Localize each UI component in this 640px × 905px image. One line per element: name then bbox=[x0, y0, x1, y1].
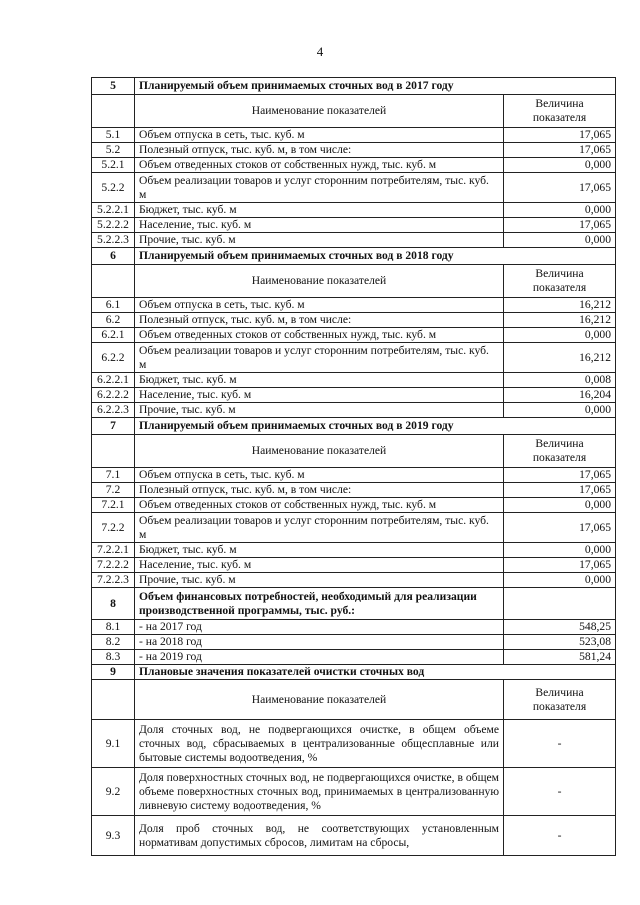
row-value: 17,065 bbox=[504, 483, 616, 498]
table-row bbox=[92, 403, 616, 418]
row-name: Объем отведенных стоков от собственных нужд, тыс. куб. м bbox=[135, 328, 504, 343]
production-program-table bbox=[91, 77, 616, 856]
row-name: Прочие, тыс. куб. м bbox=[135, 573, 504, 588]
row-value: 0,000 bbox=[504, 158, 616, 173]
row-value: 0,000 bbox=[504, 403, 616, 418]
header-number-cell bbox=[92, 265, 135, 298]
header-name: Наименование показателей bbox=[135, 95, 504, 128]
row-value: 16,204 bbox=[504, 388, 616, 403]
section-number: 7 bbox=[92, 418, 135, 435]
row-name: Полезный отпуск, тыс. куб. м, в том числе: bbox=[135, 143, 504, 158]
row-value: 0,000 bbox=[504, 328, 616, 343]
section-value-cell bbox=[504, 588, 616, 620]
row-name: Бюджет, тыс. куб. м bbox=[135, 543, 504, 558]
table-row bbox=[92, 203, 616, 218]
table-row bbox=[92, 128, 616, 143]
row-value: 0,000 bbox=[504, 543, 616, 558]
table-row bbox=[92, 313, 616, 328]
row-value: 523,08 bbox=[504, 635, 616, 650]
section-title: Планируемый объем принимаемых сточных вод в 2019 году bbox=[135, 418, 616, 435]
section-title-row bbox=[92, 588, 616, 620]
section-title: Объем финансовых потребностей, необходимый для реализации производственной программы, тыс. руб.: bbox=[135, 588, 504, 620]
row-name: Население, тыс. куб. м bbox=[135, 388, 504, 403]
row-name: Объем отведенных стоков от собственных нужд, тыс. куб. м bbox=[135, 158, 504, 173]
row-number: 8.3 bbox=[92, 650, 135, 665]
row-value: 16,212 bbox=[504, 343, 616, 373]
table-row bbox=[92, 143, 616, 158]
row-number: 7.1 bbox=[92, 468, 135, 483]
table-row bbox=[92, 720, 616, 768]
table-row bbox=[92, 173, 616, 203]
table-row bbox=[92, 343, 616, 373]
row-value: 581,24 bbox=[504, 650, 616, 665]
header-name: Наименование показателей bbox=[135, 265, 504, 298]
row-name: Объем реализации товаров и услуг сторонним потребителям, тыс. куб. м bbox=[135, 343, 504, 373]
section-title: Планируемый объем принимаемых сточных вод в 2018 году bbox=[135, 248, 616, 265]
row-name: - на 2017 год bbox=[135, 620, 504, 635]
row-number: 5.2.2.3 bbox=[92, 233, 135, 248]
row-name: Доля проб сточных вод, не соответствующих установленным нормативам допустимых сбросов, лимитам на сбросы, bbox=[135, 816, 504, 856]
column-header-row bbox=[92, 265, 616, 298]
section-title-row bbox=[92, 78, 616, 95]
row-name: Объем отпуска в сеть, тыс. куб. м bbox=[135, 298, 504, 313]
table-row bbox=[92, 816, 616, 856]
header-value: Величина показателя bbox=[504, 680, 616, 720]
table-row bbox=[92, 543, 616, 558]
row-name: Объем отведенных стоков от собственных нужд, тыс. куб. м bbox=[135, 498, 504, 513]
row-number: 9.2 bbox=[92, 768, 135, 816]
row-value: 17,065 bbox=[504, 218, 616, 233]
header-name: Наименование показателей bbox=[135, 435, 504, 468]
header-number-cell bbox=[92, 95, 135, 128]
header-number-cell bbox=[92, 435, 135, 468]
row-number: 7.2.2 bbox=[92, 513, 135, 543]
table-row bbox=[92, 620, 616, 635]
section-number: 6 bbox=[92, 248, 135, 265]
table-row bbox=[92, 573, 616, 588]
row-number: 6.2.2.1 bbox=[92, 373, 135, 388]
row-name: - на 2019 год bbox=[135, 650, 504, 665]
table-row bbox=[92, 468, 616, 483]
column-header-row bbox=[92, 95, 616, 128]
section-title: Планируемый объем принимаемых сточных вод в 2017 году bbox=[135, 78, 616, 95]
row-name: Полезный отпуск, тыс. куб. м, в том числе: bbox=[135, 483, 504, 498]
table-row bbox=[92, 513, 616, 543]
table-row bbox=[92, 558, 616, 573]
table-row bbox=[92, 498, 616, 513]
table-row bbox=[92, 483, 616, 498]
row-name: Прочие, тыс. куб. м bbox=[135, 403, 504, 418]
header-value: Величина показателя bbox=[504, 265, 616, 298]
row-name: Объем реализации товаров и услуг сторонним потребителям, тыс. куб. м bbox=[135, 173, 504, 203]
row-number: 5.2.1 bbox=[92, 158, 135, 173]
row-name: Доля поверхностных сточных вод, не подвергающихся очистке, в общем объеме поверхностных сточных вод, принимаемых в централизованную ливневую систему водоотведения, % bbox=[135, 768, 504, 816]
row-value: 17,065 bbox=[504, 128, 616, 143]
row-name: Доля сточных вод, не подвергающихся очистке, в общем объеме сточных вод, сбрасываемых в централизованные общесплавные или бытовые системы водоотведения, % bbox=[135, 720, 504, 768]
row-number: 5.2 bbox=[92, 143, 135, 158]
row-value: 548,25 bbox=[504, 620, 616, 635]
table-row bbox=[92, 388, 616, 403]
row-number: 5.2.2.2 bbox=[92, 218, 135, 233]
table-row bbox=[92, 298, 616, 313]
row-name: Бюджет, тыс. куб. м bbox=[135, 373, 504, 388]
row-number: 8.2 bbox=[92, 635, 135, 650]
row-number: 6.2.2 bbox=[92, 343, 135, 373]
row-value: 17,065 bbox=[504, 143, 616, 158]
row-number: 5.2.2.1 bbox=[92, 203, 135, 218]
section-title-row bbox=[92, 665, 616, 680]
section-title-row bbox=[92, 248, 616, 265]
section-number: 8 bbox=[92, 588, 135, 620]
row-value: 17,065 bbox=[504, 173, 616, 203]
row-number: 6.2.2.2 bbox=[92, 388, 135, 403]
row-number: 7.2.1 bbox=[92, 498, 135, 513]
row-number: 7.2 bbox=[92, 483, 135, 498]
column-header-row bbox=[92, 680, 616, 720]
row-name: Объем реализации товаров и услуг сторонним потребителям, тыс. куб. м bbox=[135, 513, 504, 543]
row-name: Объем отпуска в сеть, тыс. куб. м bbox=[135, 468, 504, 483]
header-number-cell bbox=[92, 680, 135, 720]
row-value: 0,000 bbox=[504, 203, 616, 218]
row-value: 17,065 bbox=[504, 468, 616, 483]
row-value: 0,000 bbox=[504, 573, 616, 588]
row-value: - bbox=[504, 816, 616, 856]
row-value: - bbox=[504, 768, 616, 816]
row-number: 6.2 bbox=[92, 313, 135, 328]
page-number: 4 bbox=[316, 44, 324, 59]
table-row bbox=[92, 328, 616, 343]
section-title: Плановые значения показателей очистки сточных вод bbox=[135, 665, 616, 680]
row-number: 6.2.1 bbox=[92, 328, 135, 343]
row-number: 6.2.2.3 bbox=[92, 403, 135, 418]
row-name: Население, тыс. куб. м bbox=[135, 558, 504, 573]
section-number: 5 bbox=[92, 78, 135, 95]
row-number: 9.1 bbox=[92, 720, 135, 768]
header-value: Величина показателя bbox=[504, 435, 616, 468]
row-name: Полезный отпуск, тыс. куб. м, в том числе: bbox=[135, 313, 504, 328]
row-value: 17,065 bbox=[504, 558, 616, 573]
section-title-row bbox=[92, 418, 616, 435]
row-number: 5.1 bbox=[92, 128, 135, 143]
row-number: 8.1 bbox=[92, 620, 135, 635]
table-row bbox=[92, 635, 616, 650]
row-value: - bbox=[504, 720, 616, 768]
row-number: 7.2.2.1 bbox=[92, 543, 135, 558]
row-value: 0,000 bbox=[504, 498, 616, 513]
table-row bbox=[92, 373, 616, 388]
row-number: 6.1 bbox=[92, 298, 135, 313]
row-number: 7.2.2.3 bbox=[92, 573, 135, 588]
section-number: 9 bbox=[92, 665, 135, 680]
table-row bbox=[92, 158, 616, 173]
row-name: - на 2018 год bbox=[135, 635, 504, 650]
row-number: 9.3 bbox=[92, 816, 135, 856]
row-value: 16,212 bbox=[504, 313, 616, 328]
table-row bbox=[92, 650, 616, 665]
row-value: 0,000 bbox=[504, 233, 616, 248]
row-value: 0,008 bbox=[504, 373, 616, 388]
row-number: 7.2.2.2 bbox=[92, 558, 135, 573]
table-row bbox=[92, 233, 616, 248]
header-name: Наименование показателей bbox=[135, 680, 504, 720]
row-name: Прочие, тыс. куб. м bbox=[135, 233, 504, 248]
row-name: Население, тыс. куб. м bbox=[135, 218, 504, 233]
row-name: Бюджет, тыс. куб. м bbox=[135, 203, 504, 218]
row-name: Объем отпуска в сеть, тыс. куб. м bbox=[135, 128, 504, 143]
table-row bbox=[92, 218, 616, 233]
row-value: 17,065 bbox=[504, 513, 616, 543]
column-header-row bbox=[92, 435, 616, 468]
row-number: 5.2.2 bbox=[92, 173, 135, 203]
table-row bbox=[92, 768, 616, 816]
header-value: Величина показателя bbox=[504, 95, 616, 128]
row-value: 16,212 bbox=[504, 298, 616, 313]
